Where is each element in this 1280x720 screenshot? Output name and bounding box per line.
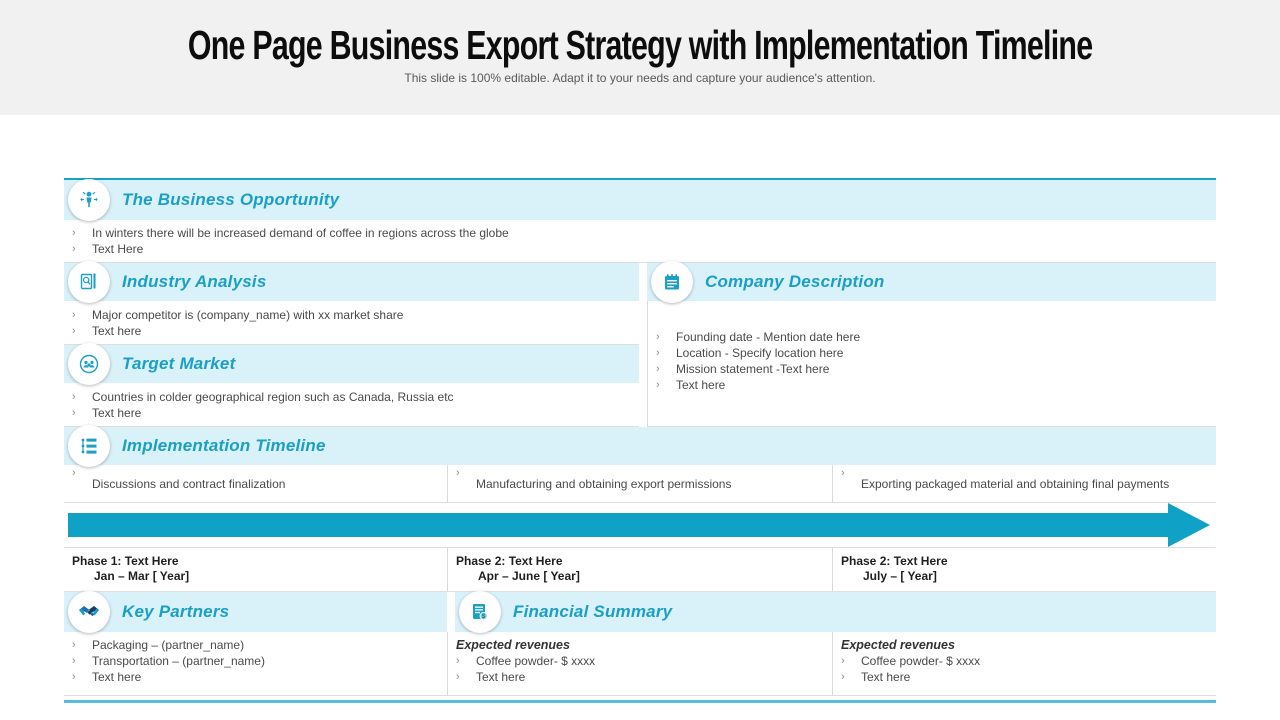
person-opportunity-icon	[68, 179, 110, 221]
bullet-item: › Exporting packaged material and obtaining final payments	[833, 465, 1216, 492]
phase-row	[64, 547, 1216, 592]
phase-label: Phase 1: Text Here	[72, 554, 179, 568]
bullet-item: › Text here	[64, 323, 639, 339]
section-title: Industry Analysis	[122, 272, 267, 291]
page-subtitle: This slide is 100% editable. Adapt it to your needs and capture your audience's attention.	[404, 71, 876, 85]
bullet-item: › Coffee powder- $ xxxx	[448, 653, 832, 669]
slide-body	[64, 178, 1216, 703]
section-title: Implementation Timeline	[122, 436, 326, 455]
section-title: Key Partners	[122, 602, 230, 621]
timeline-arrow-body	[68, 513, 1169, 537]
middle-columns	[64, 263, 1216, 427]
slide-header	[0, 0, 1280, 115]
business-opportunity-content	[64, 220, 1216, 263]
notepad-icon	[651, 261, 693, 303]
section-business-opportunity-header	[64, 180, 1216, 220]
bullet-item: › Coffee powder- $ xxxx	[833, 653, 1216, 669]
handshake-icon	[68, 591, 110, 633]
timeline-arrow-head-icon	[1168, 503, 1210, 547]
bullet-item: › Major competitor is (company_name) with xx market share	[64, 307, 639, 323]
section-key-partners-header	[64, 592, 447, 632]
phase-period: Jan – Mar [ Year]	[94, 569, 190, 583]
bottom-content-row	[64, 632, 1216, 696]
bullet-item: › In winters there will be increased demand of coffee in regions across the globe	[64, 225, 1216, 241]
phase-label: Phase 2: Text Here	[841, 554, 948, 568]
timeline-list-icon	[68, 425, 110, 467]
timeline-step-cell	[64, 465, 447, 502]
section-title: Company Description	[705, 272, 885, 291]
bullet-item: › Mission statement -Text here	[648, 361, 1216, 377]
section-company-description-header	[647, 263, 1216, 301]
industry-analysis-content	[64, 301, 639, 345]
expected-revenues-heading: Expected revenues	[456, 638, 570, 652]
bullet-item: › Text here	[833, 669, 1216, 685]
bullet-item: › Text here	[648, 377, 1216, 393]
financial-summary-column	[832, 632, 1216, 695]
expected-revenues-heading: Expected revenues	[841, 638, 955, 652]
bullet-item: › Location - Specify location here	[648, 345, 1216, 361]
section-title: Target Market	[122, 354, 236, 373]
phase-period: Apr – June [ Year]	[478, 569, 580, 583]
bullet-item: › Text Here	[64, 241, 1216, 257]
page-title: One Page Business Export Strategy with Implementation Timeline	[187, 22, 1093, 68]
bullet-item: › Text here	[64, 405, 639, 421]
company-description-content	[647, 301, 1216, 427]
bullet-item: › Text here	[64, 669, 447, 685]
global-group-icon	[68, 343, 110, 385]
section-financial-summary-header	[455, 592, 1216, 632]
key-partners-content	[64, 632, 447, 695]
bottom-accent-line	[64, 700, 1216, 703]
timeline-steps-row	[64, 465, 1216, 503]
section-industry-analysis-header	[64, 263, 639, 301]
section-implementation-timeline-header	[64, 427, 1216, 465]
section-title: Financial Summary	[513, 602, 673, 621]
phase-cell	[447, 548, 832, 591]
timeline-arrow	[64, 503, 1216, 547]
bullet-item: › Discussions and contract finalization	[64, 465, 447, 492]
bullet-item: › Countries in colder geographical region such as Canada, Russia etc	[64, 389, 639, 405]
bullet-item: › Manufacturing and obtaining export permissions	[448, 465, 832, 492]
phase-cell	[64, 548, 447, 591]
bullet-item: › Transportation – (partner_name)	[64, 653, 447, 669]
svg-text:$: $	[481, 614, 486, 621]
target-market-content	[64, 383, 639, 427]
bottom-section-headers	[64, 592, 1216, 632]
bullet-item: › Text here	[448, 669, 832, 685]
financial-report-icon	[459, 591, 501, 633]
bullet-item: › Packaging – (partner_name)	[64, 637, 447, 653]
analysis-magnifier-icon	[68, 261, 110, 303]
financial-summary-column	[447, 632, 832, 695]
bullet-item: › Founding date - Mention date here	[648, 329, 1216, 345]
phase-label: Phase 2: Text Here	[456, 554, 563, 568]
phase-cell	[832, 548, 1216, 591]
section-target-market-header	[64, 345, 639, 383]
timeline-step-cell	[447, 465, 832, 502]
timeline-step-cell	[832, 465, 1216, 502]
section-title: The Business Opportunity	[122, 190, 340, 209]
phase-period: July – [ Year]	[863, 569, 937, 583]
